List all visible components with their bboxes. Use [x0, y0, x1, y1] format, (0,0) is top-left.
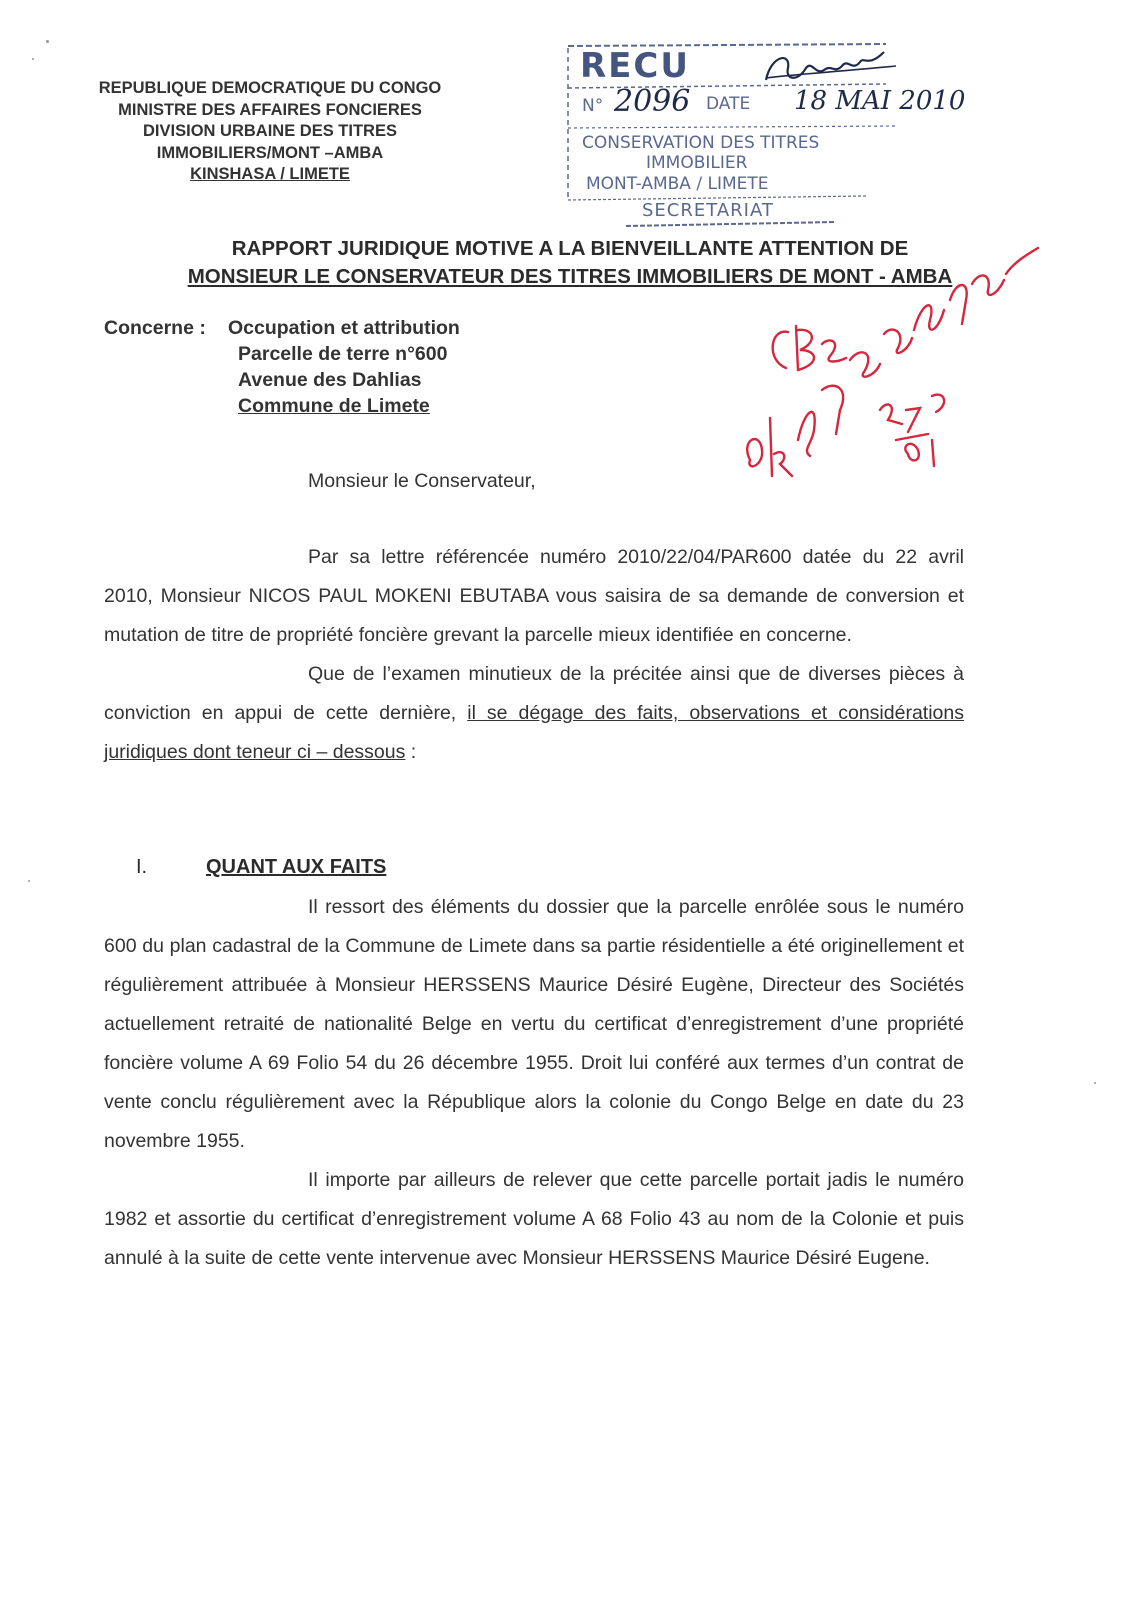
stamp-date-value: 18 MAI 2010	[794, 86, 966, 116]
subject-line-1: Occupation et attribution	[228, 317, 460, 339]
stamp-line-3: MONT-AMBA / LIMETE	[586, 174, 769, 194]
scan-speck	[28, 880, 30, 882]
stamp-number-row	[582, 96, 603, 116]
stamp-recu: RECU	[580, 46, 690, 86]
section-title: QUANT AUX FAITS	[206, 856, 387, 878]
salutation: Monsieur le Conservateur,	[308, 470, 536, 492]
paragraph-2-end: :	[405, 741, 417, 763]
stamp-secretariat: SECRETARIAT	[642, 200, 774, 221]
handwritten-annotation	[700, 240, 1040, 510]
stamp-number-value: 2096	[614, 84, 691, 119]
letterhead	[60, 78, 480, 186]
paragraph-3: Il ressort des éléments du dossier que la parcelle enrôlée sous le numéro 600 du plan cadastral de la Commune de Limete dans sa partie résidentielle a été originellement et régulièrement attribuée à Monsieur HERSSENS Maurice Désiré Eugène, Directeur des Sociétés actuellement retraité de nationalité Belge en vertu du certificat d’enregistrement d’une propriété foncière volume A 69 Folio 54 du 26 décembre 1955. Droit lui conféré aux termes d’un contrat de vente conclu régulièrement avec la République alors la colonie du Congo Belge en date du 23 novembre 1955.	[104, 896, 964, 1152]
paragraph-1: Par sa lettre référencée numéro 2010/22/04/PAR600 datée du 22 avril 2010, Monsieur NICOS PAUL MOKENI EBUTABA vous saisira de sa demande de conversion et mutation de titre de propriété foncière grevant la parcelle mieux identifiée en concerne.	[104, 546, 964, 646]
stamp-line-2: IMMOBILIER	[646, 153, 748, 173]
scan-speck	[46, 40, 49, 43]
paragraph-2-text: Que de l’examen minutieux de la précitée ainsi que de diverses pièces à conviction en appui de cette dernière,	[104, 663, 964, 724]
letterhead-line-3: DIVISION URBAINE DES TITRES	[143, 122, 397, 140]
stamp-line-1: CONSERVATION DES TITRES	[582, 133, 820, 153]
stamp-number-label: N°	[582, 96, 604, 116]
stamp-date-label: DATE	[706, 94, 751, 114]
report-title-line-1: RAPPORT JURIDIQUE MOTIVE A LA BIENVEILLANTE ATTENTION DE	[231, 237, 909, 260]
report-title-line-2: MONSIEUR LE CONSERVATEUR DES TITRES IMMOBILIERS DE MONT - AMBA	[187, 265, 953, 288]
paragraph-2-underlined: il se dégage des faits, observations et considérations juridiques dont teneur ci – dessous	[104, 702, 964, 763]
letterhead-line-4: IMMOBILIERS/MONT –AMBA	[156, 143, 384, 162]
subject-lines	[228, 315, 460, 419]
paragraph-4: Il importe par ailleurs de relever que cette parcelle portait jadis le numéro 1982 et assortie du certificat d’enregistrement volume A 68 Folio 43 au nom de la Colonie et puis annulé à la suite de cette vente intervenue avec Monsieur HERSSENS Maurice Désiré Eugene.	[104, 1169, 964, 1269]
section-heading	[136, 856, 386, 879]
scan-speck	[1094, 1082, 1096, 1084]
intro-paragraphs	[104, 538, 964, 772]
letterhead-line-5: KINSHASA / LIMETE	[190, 165, 350, 183]
subject-label: Concerne :	[104, 317, 206, 339]
facts-paragraphs	[104, 888, 964, 1278]
reception-stamp	[566, 40, 966, 230]
subject-line-4: Commune de Limete	[238, 395, 430, 417]
letterhead-line-2: MINISTRE DES AFFAIRES FONCIERES	[118, 100, 422, 119]
scan-speck	[32, 58, 34, 60]
subject-line-2: Parcelle de terre n°600	[238, 343, 448, 365]
subject-line-3: Avenue des Dahlias	[238, 369, 422, 391]
paragraph-2	[104, 655, 964, 772]
section-number: I.	[136, 856, 148, 878]
letterhead-line-1: REPUBLIQUE DEMOCRATIQUE DU CONGO	[98, 79, 442, 97]
